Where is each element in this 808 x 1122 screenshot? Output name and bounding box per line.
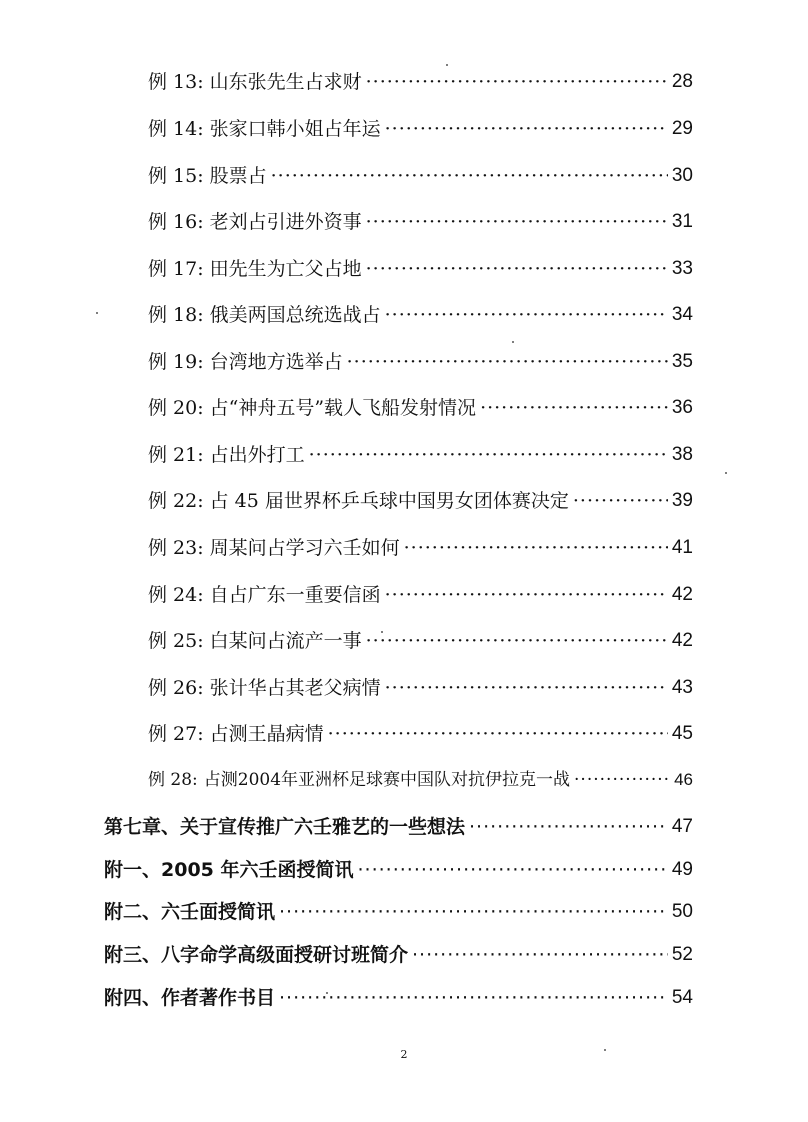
toc-appendix-entry <box>104 983 693 1013</box>
toc-entry <box>148 486 693 516</box>
example-number: 例 18: <box>148 304 204 326</box>
entry-page: 42 <box>671 630 693 651</box>
example-number: 例 17: <box>148 258 204 280</box>
dot-leader <box>279 983 668 1013</box>
dot-leader <box>573 486 668 516</box>
entry-page: 36 <box>671 397 693 418</box>
entry-page: 29 <box>671 118 693 139</box>
example-number: 例 23: <box>148 537 204 559</box>
scan-speck <box>381 631 383 633</box>
scan-speck <box>326 992 328 994</box>
toc-appendix-entry <box>104 940 693 970</box>
toc-entry <box>148 719 693 749</box>
entry-title: 台湾地方选举占 <box>209 351 343 373</box>
entry-page: 33 <box>671 258 693 279</box>
entry-title: 白某问占流产一事 <box>209 630 362 652</box>
dot-leader <box>366 626 668 656</box>
example-number: 例 25: <box>148 630 204 652</box>
scan-speck <box>604 1049 606 1051</box>
example-number: 例 14: <box>148 118 204 140</box>
dot-leader <box>480 393 668 423</box>
entry-title: 占“神舟五号”载人飞船发射情况 <box>209 397 477 419</box>
dot-leader <box>412 940 668 970</box>
toc-entry <box>148 67 693 97</box>
entry-title: 老刘占引进外资事 <box>209 211 362 233</box>
entry-title: 俄美两国总统选战占 <box>209 304 381 326</box>
dot-leader <box>358 855 668 885</box>
toc-entry <box>148 161 693 191</box>
dot-leader <box>271 161 668 191</box>
toc-chapter-entry <box>104 812 693 842</box>
scan-speck <box>446 64 448 66</box>
toc-entry <box>148 300 693 330</box>
entry-title: 占测2004年亚洲杯足球赛中国队对抗伊拉克一战 <box>203 770 571 790</box>
scan-speck <box>725 472 727 474</box>
entry-title: 附二、六壬面授简讯 <box>104 901 276 923</box>
toc-entry <box>148 580 693 610</box>
entry-title: 占测王晶病情 <box>209 723 324 745</box>
toc-appendix-entry <box>104 897 693 927</box>
entry-title: 第七章、关于宣传推广六壬雅艺的一些想法 <box>104 816 466 838</box>
example-number: 例 15: <box>148 165 204 187</box>
example-number: 例 19: <box>148 351 204 373</box>
dot-leader <box>574 765 670 795</box>
entry-page: 30 <box>671 165 693 186</box>
example-number: 例 26: <box>148 677 204 699</box>
dot-leader <box>328 719 668 749</box>
entry-title: 山东张先生占求财 <box>209 71 362 93</box>
entry-page: 34 <box>671 304 693 325</box>
dot-leader <box>366 207 668 237</box>
example-number: 例 24: <box>148 584 204 606</box>
toc-entry <box>148 347 693 377</box>
example-number: 例 20: <box>148 397 204 419</box>
entry-title: 附三、八字命学高级面授研讨班简介 <box>104 944 409 966</box>
entry-title: 张家口韩小姐占年运 <box>209 118 381 140</box>
entry-page: 35 <box>671 351 693 372</box>
toc-appendix-entry <box>104 855 693 885</box>
entry-title: 股票占 <box>209 165 267 187</box>
entry-title: 周某问占学习六壬如何 <box>209 537 400 559</box>
page-number: 2 <box>400 1048 408 1061</box>
entry-page: 39 <box>671 490 693 511</box>
dot-leader <box>366 254 668 284</box>
entry-page: 50 <box>671 901 693 922</box>
entry-page: 47 <box>671 816 693 837</box>
example-number: 例 28: <box>148 770 198 790</box>
dot-leader <box>385 673 668 703</box>
entry-title: 张计华占其老父病情 <box>209 677 381 699</box>
toc-entry <box>148 533 693 563</box>
toc-entry <box>148 626 693 656</box>
entry-title: 田先生为亡父占地 <box>209 258 362 280</box>
dot-leader <box>404 533 668 563</box>
example-number: 例 21: <box>148 444 204 466</box>
entry-page: 28 <box>671 71 693 92</box>
entry-title: 占出外打工 <box>209 444 305 466</box>
scan-speck <box>512 341 514 343</box>
entry-page: 46 <box>674 770 693 789</box>
entry-title: 占 45 届世界杯乒乓球中国男女团体赛决定 <box>209 490 569 512</box>
entry-page: 54 <box>671 987 693 1008</box>
dot-leader <box>385 114 668 144</box>
entry-title: 附四、作者著作书目 <box>104 987 276 1009</box>
dot-leader <box>469 812 668 842</box>
entry-page: 49 <box>671 859 693 880</box>
entry-page: 41 <box>671 537 693 558</box>
toc-entry <box>148 393 693 423</box>
dot-leader <box>385 580 668 610</box>
toc-entry <box>148 440 693 470</box>
entry-title: 附一、2005 年六壬函授简讯 <box>104 859 354 881</box>
dot-leader <box>347 347 668 377</box>
toc-entry <box>148 114 693 144</box>
dot-leader <box>366 67 668 97</box>
toc-entry <box>148 765 693 795</box>
entry-page: 31 <box>671 211 693 232</box>
example-number: 例 22: <box>148 490 204 512</box>
dot-leader <box>309 440 668 470</box>
entry-page: 45 <box>671 723 693 744</box>
dot-leader <box>279 897 668 927</box>
toc-entry <box>148 254 693 284</box>
example-number: 例 27: <box>148 723 204 745</box>
example-number: 例 13: <box>148 71 204 93</box>
entry-page: 52 <box>671 944 693 965</box>
scan-speck <box>96 312 98 314</box>
toc-entry <box>148 207 693 237</box>
example-number: 例 16: <box>148 211 204 233</box>
entry-page: 38 <box>671 444 693 465</box>
dot-leader <box>385 300 668 330</box>
entry-title: 自占广东一重要信函 <box>209 584 381 606</box>
entry-page: 42 <box>671 584 693 605</box>
entry-page: 43 <box>671 677 693 698</box>
toc-entry <box>148 673 693 703</box>
